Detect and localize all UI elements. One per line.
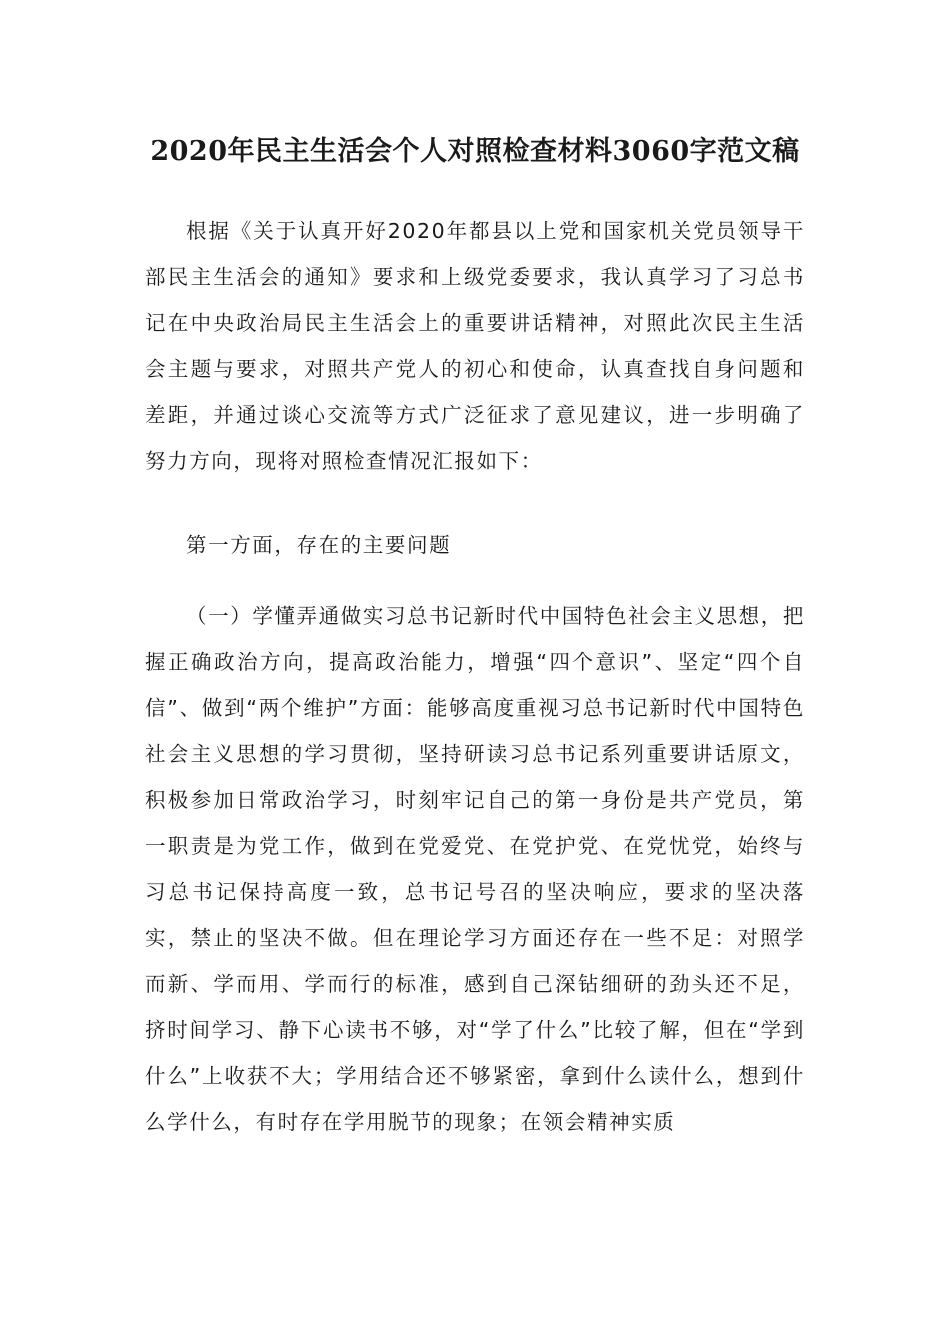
section-heading: 第一方面，存在的主要问题 bbox=[186, 533, 452, 557]
intro-paragraph: 根据《关于认真开好2020年都县以上党和国家机关党员领导干部民主生活会的通知》要求和上级党委要求，我认真学习了习总书记在中央政治局民主生活会上的重要讲话精神，对照此次民主生活会主题与要求，对照共产党人的初心和使命，认真查找自身问题和差距，并通过谈心交流等方式广泛征求了意见建议，进一步明确了努力方向，现将对照检查情况汇报如下： bbox=[145, 219, 805, 473]
document-title: 2020年民主生活会个人对照检查材料3060字范文稿 bbox=[150, 136, 800, 167]
section-one-paragraph: （一）学懂弄通做实习总书记新时代中国特色社会主义思想，把握正确政治方向，提高政治能力，增强“四个意识”、坚定“四个自信”、做到“两个维护”方面：能够高度重视习总书记新时代中国特色社会主义思想的学习贯彻，坚持研读习总书记系列重要讲话原文，积极参加日常政治学习，时刻牢记自己的第一身份是共产党员，第一职责是为党工作，做到在党爱党、在党护党、在党忧党，始终与习总书记保持高度一致，总书记号召的坚决响应，要求的坚决落实，禁止的坚决不做。但在理论学习方面还存在一些不足：对照学而新、学而用、学而行的标准，感到自己深钻细研的劲头还不足，挤时间学习、静下心读书不够，对“学了什么”比较了解，但在“学到什么”上收获不大；学用结合还不够紧密，拿到什么读什么，想到什么学什么，有时存在学用脱节的现象；在领会精神实质 bbox=[145, 604, 805, 1134]
